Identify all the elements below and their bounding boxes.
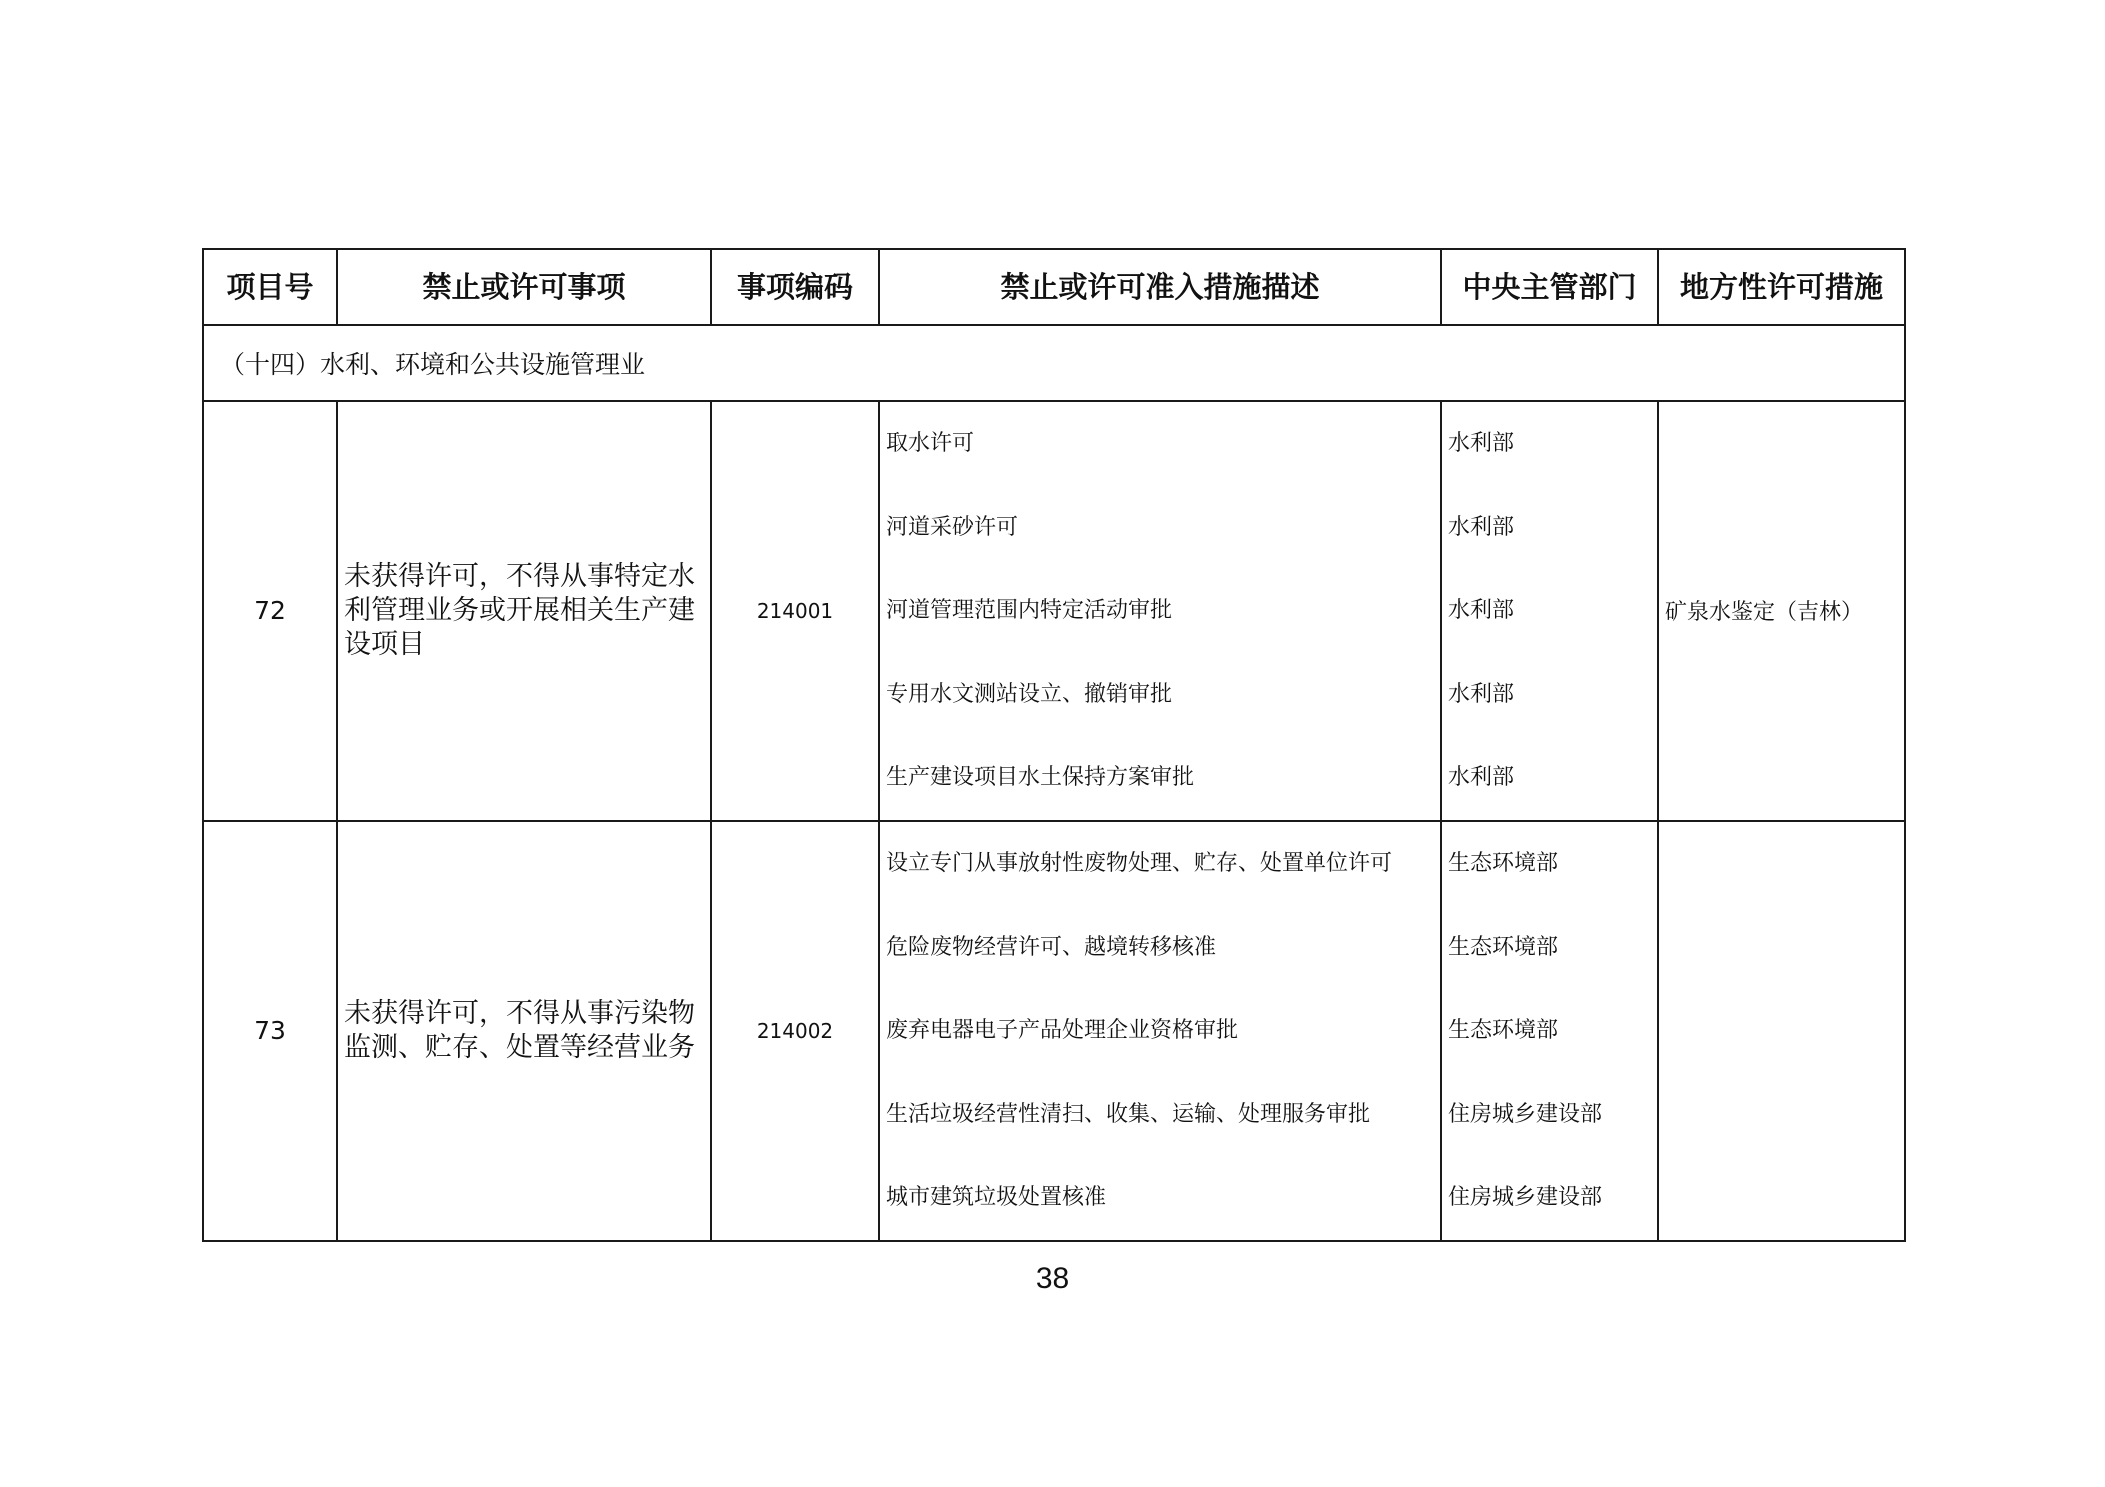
department-item: 生态环境部 [1448, 850, 1559, 876]
department-item: 水利部 [1448, 681, 1515, 707]
department-item: 生态环境部 [1448, 934, 1559, 960]
item-code: 214002 [711, 821, 879, 1241]
item-title: 未获得许可，不得从事特定水利管理业务或开展相关生产建设项目 [337, 401, 711, 821]
department-list [1441, 821, 1658, 1241]
department-item: 水利部 [1448, 598, 1515, 624]
department-item: 水利部 [1448, 431, 1515, 456]
header-item-code: 事项编码 [711, 249, 879, 325]
measure-list [879, 821, 1441, 1241]
permit-table [202, 248, 1906, 1242]
measure-list [879, 401, 1441, 821]
measure-item: 取水许可 [886, 431, 975, 456]
department-item: 水利部 [1448, 514, 1515, 540]
item-code: 214001 [711, 401, 879, 821]
measure-item: 废弃电器电子产品处理企业资格审批 [886, 1018, 1239, 1044]
measure-item: 专用水文测站设立、撤销审批 [886, 681, 1173, 707]
header-item-number: 项目号 [203, 249, 337, 325]
section-row [203, 325, 1905, 401]
header-central-department: 中央主管部门 [1441, 249, 1658, 325]
local-measure: 矿泉水鉴定（吉林） [1658, 401, 1905, 821]
table-row [203, 821, 1905, 1241]
department-item: 住房城乡建设部 [1448, 1101, 1603, 1127]
department-item: 住房城乡建设部 [1448, 1185, 1603, 1211]
table-row [203, 401, 1905, 821]
header-local-measure: 地方性许可措施 [1658, 249, 1905, 325]
item-title: 未获得许可，不得从事污染物监测、贮存、处置等经营业务 [337, 821, 711, 1241]
measure-item: 河道管理范围内特定活动审批 [886, 598, 1173, 624]
header-measure-description: 禁止或许可准入措施描述 [879, 249, 1441, 325]
measure-item: 河道采砂许可 [886, 514, 1019, 540]
department-list [1441, 401, 1658, 821]
header-item-title: 禁止或许可事项 [337, 249, 711, 325]
measure-item: 生产建设项目水土保持方案审批 [886, 765, 1195, 791]
department-item: 生态环境部 [1448, 1018, 1559, 1044]
measure-item: 设立专门从事放射性废物处理、贮存、处置单位许可 [886, 850, 1393, 876]
page-number: 38 [1035, 1262, 1070, 1295]
department-item: 水利部 [1448, 765, 1515, 791]
measure-item: 城市建筑垃圾处置核准 [886, 1185, 1107, 1211]
section-title: （十四）水利、环境和公共设施管理业 [203, 325, 1905, 401]
header-row [203, 249, 1905, 325]
item-number: 72 [203, 401, 337, 821]
measure-item: 危险废物经营许可、越境转移核准 [886, 934, 1217, 960]
item-number: 73 [203, 821, 337, 1241]
local-measure [1658, 821, 1905, 1241]
measure-item: 生活垃圾经营性清扫、收集、运输、处理服务审批 [886, 1101, 1371, 1127]
